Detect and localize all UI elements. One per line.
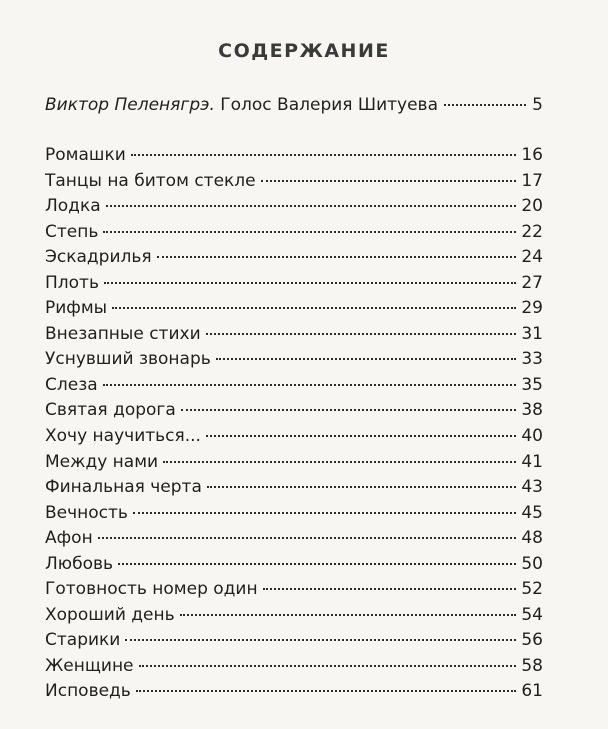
- toc-entry-page: 45: [521, 502, 543, 523]
- intro-author: Виктор Пеленягрэ.: [45, 95, 215, 115]
- dot-leader: [207, 486, 516, 488]
- toc-entry-page: 50: [521, 553, 543, 574]
- toc-entry: [45, 605, 543, 631]
- dot-leader: [216, 358, 517, 360]
- dot-leader: [103, 231, 516, 233]
- toc-entry: [45, 426, 543, 452]
- toc-entry-page: 33: [521, 349, 543, 370]
- toc-entry: [45, 630, 543, 656]
- toc-list: [45, 145, 543, 707]
- toc-entry-title: Святая дорога: [45, 400, 176, 421]
- toc-entry-title: Уснувший звонарь: [45, 349, 211, 370]
- toc-entry-page: 31: [521, 323, 543, 344]
- dot-leader: [180, 614, 517, 616]
- toc-entry-page: 54: [521, 604, 543, 625]
- toc-entry: [45, 273, 543, 299]
- toc-entry-page: 61: [521, 681, 543, 702]
- toc-entry: [45, 452, 543, 478]
- dot-leader: [136, 690, 517, 692]
- dot-leader: [103, 384, 517, 386]
- toc-entry-title: Хочу научиться...: [45, 426, 201, 447]
- intro-page-number: 5: [532, 95, 543, 115]
- toc-entry-title: Между нами: [45, 451, 159, 472]
- dot-leader: [163, 461, 516, 463]
- dot-leader: [133, 512, 516, 514]
- toc-entry-page: 22: [521, 221, 543, 242]
- toc-entry-title: Слеза: [45, 374, 98, 395]
- dot-leader: [131, 154, 517, 156]
- toc-entry: [45, 681, 543, 707]
- toc-entry: [45, 222, 543, 248]
- toc-entry-page: 38: [521, 400, 543, 421]
- toc-entry-title: Хороший день: [45, 604, 175, 625]
- toc-entry-page: 56: [521, 630, 543, 651]
- toc-entry-page: 27: [521, 272, 543, 293]
- toc-entry: [45, 554, 543, 580]
- toc-entry-page: 52: [521, 579, 543, 600]
- toc-entry-title: Исповедь: [45, 681, 131, 702]
- toc-entry: [45, 656, 543, 682]
- toc-entry-title: Лодка: [45, 196, 101, 217]
- toc-entry-title: Вечность: [45, 502, 128, 523]
- toc-entry-page: 17: [521, 170, 543, 191]
- toc-entry: [45, 196, 543, 222]
- dot-leader: [206, 435, 516, 437]
- toc-entry: [45, 579, 543, 605]
- toc-entry: [45, 349, 543, 375]
- toc-entry-title: Внезапные стихи: [45, 323, 201, 344]
- toc-entry-title: Танцы на битом стекле: [45, 170, 256, 191]
- toc-entry-title: Плоть: [45, 272, 99, 293]
- toc-entry-page: 58: [521, 655, 543, 676]
- toc-entry-title: Женщине: [45, 655, 134, 676]
- toc-entry-page: 43: [521, 477, 543, 498]
- toc-entry-title: Готовность номер один: [45, 579, 258, 600]
- toc-entry: [45, 298, 543, 324]
- dot-leader: [263, 588, 517, 590]
- toc-entry-title: Старики: [45, 630, 121, 651]
- dot-leader: [157, 256, 517, 258]
- dot-leader: [104, 282, 516, 284]
- toc-intro-entry: [45, 95, 543, 119]
- toc-entry-title: Любовь: [45, 553, 114, 574]
- dot-leader: [261, 180, 517, 182]
- dot-leader: [106, 205, 517, 207]
- dot-leader: [118, 563, 516, 565]
- toc-entry-title: Финальная черта: [45, 477, 202, 498]
- toc-entry: [45, 503, 543, 529]
- toc-entry-page: 20: [521, 196, 543, 217]
- page-title: СОДЕРЖАНИЕ: [218, 40, 390, 62]
- dot-leader: [112, 307, 516, 309]
- toc-entry: [45, 171, 543, 197]
- toc-entry-page: 29: [521, 298, 543, 319]
- toc-entry: [45, 247, 543, 273]
- toc-entry-title: Степь: [45, 221, 99, 242]
- dot-leader: [98, 537, 517, 539]
- dot-leader: [181, 409, 517, 411]
- toc-entry-page: 35: [521, 374, 543, 395]
- dot-leader: [139, 665, 517, 667]
- toc-entry: [45, 528, 543, 554]
- toc-entry: [45, 375, 543, 401]
- dot-leader: [444, 104, 526, 106]
- toc-entry-title: Эскадрилья: [45, 247, 152, 268]
- toc-entry-page: 41: [521, 451, 543, 472]
- toc-entry-page: 40: [521, 426, 543, 447]
- dot-leader: [125, 639, 516, 641]
- intro-title: Голос Валерия Шитуева: [220, 95, 438, 115]
- toc-entry: [45, 145, 543, 171]
- toc-entry: [45, 477, 543, 503]
- toc-entry-title: Ромашки: [45, 145, 126, 165]
- toc-entry-page: 48: [521, 528, 543, 549]
- toc-entry-title: Афон: [45, 528, 93, 549]
- toc-entry: [45, 324, 543, 350]
- toc-entry-page: 24: [521, 247, 543, 268]
- dot-leader: [206, 333, 517, 335]
- toc-entry-page: 16: [521, 145, 543, 165]
- toc-entry-title: Рифмы: [45, 298, 108, 319]
- toc-entry: [45, 400, 543, 426]
